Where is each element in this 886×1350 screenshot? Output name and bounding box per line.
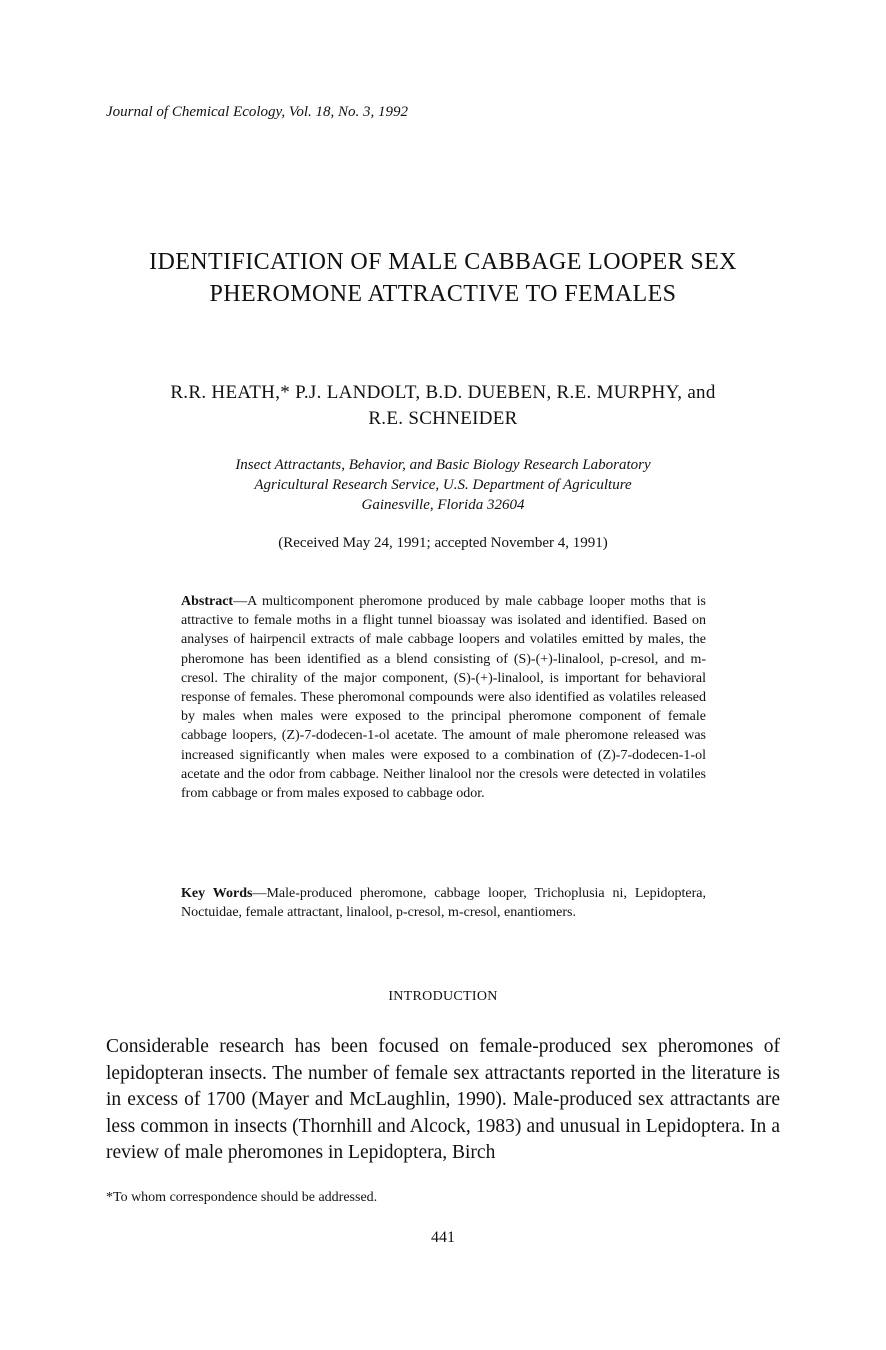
keywords	[181, 884, 706, 922]
author-list	[0, 380, 886, 432]
affiliation-line-2: Agricultural Research Service, U.S. Department of Agriculture	[254, 477, 632, 493]
author-line-2: R.E. SCHNEIDER	[368, 408, 518, 429]
abstract-label: Abstract	[181, 594, 234, 609]
keywords-text: —Male-produced pheromone, cabbage looper, Trichoplusia ni, Lepidoptera, Noctuidae, female attractant, linalool, p-cresol, m-cresol, enantiomers.	[181, 886, 706, 921]
abstract	[181, 592, 706, 803]
affiliation-line-3: Gainesville, Florida 32604	[361, 497, 525, 513]
received-dates: (Received May 24, 1991; accepted November 4, 1991)	[278, 535, 608, 551]
journal-header: Journal of Chemical Ecology, Vol. 18, No. 3, 1992	[106, 104, 409, 120]
paper-title: IDENTIFICATION OF MALE CABBAGE LOOPER SEX PHEROMONE ATTRACTIVE TO FEMALES	[149, 249, 737, 307]
page-number: 441	[431, 1229, 455, 1246]
affiliation-line-1: Insect Attractants, Behavior, and Basic Biology Research Laboratory	[235, 457, 651, 473]
author-line-1: R.R. HEATH,* P.J. LANDOLT, B.D. DUEBEN, R.E. MURPHY, and	[170, 382, 716, 403]
affiliation	[0, 455, 886, 515]
section-heading-introduction: INTRODUCTION	[388, 989, 498, 1004]
abstract-text: —A multicomponent pheromone produced by male cabbage looper moths that is attractive to female moths in a flight tunnel bioassay was isolated and identified. Based on analyses of hairpencil extracts of male cabbage loopers and volatiles emitted by males, the pheromone has been identified as a blend consisting of (S)-(+)-linalool, p-cresol, and m-cresol. The chirality of the major component, (S)-(+)-linalool, is important for behavioral response of females. These pheromonal compounds were also identified as volatiles released by males when males were exposed to the principal pheromone component of female cabbage loopers, (Z)-7-dodecen-1-ol acetate. The amount of male pheromone released was increased significantly when males were exposed to a combination of (Z)-7-dodecen-1-ol acetate and the odor from cabbage. Neither linalool nor the cresols were detected in volatiles from cabbage or from males exposed to cabbage odor.	[181, 594, 706, 802]
keywords-label: Key Words	[181, 886, 253, 901]
introduction-paragraph: Considerable research has been focused on female-produced sex pheromones of lepidopteran insects. The number of female sex attractants reported in the literature is in excess of 1700 (Mayer and McLaughlin, 1990). Male-produced sex attractants are less common in insects (Thornhill and Alcock, 1983) and unusual in Lepidoptera. In a review of male pheromones in Lepidoptera, Birch	[106, 1036, 780, 1163]
footnote: *To whom correspondence should be addressed.	[106, 1190, 378, 1205]
